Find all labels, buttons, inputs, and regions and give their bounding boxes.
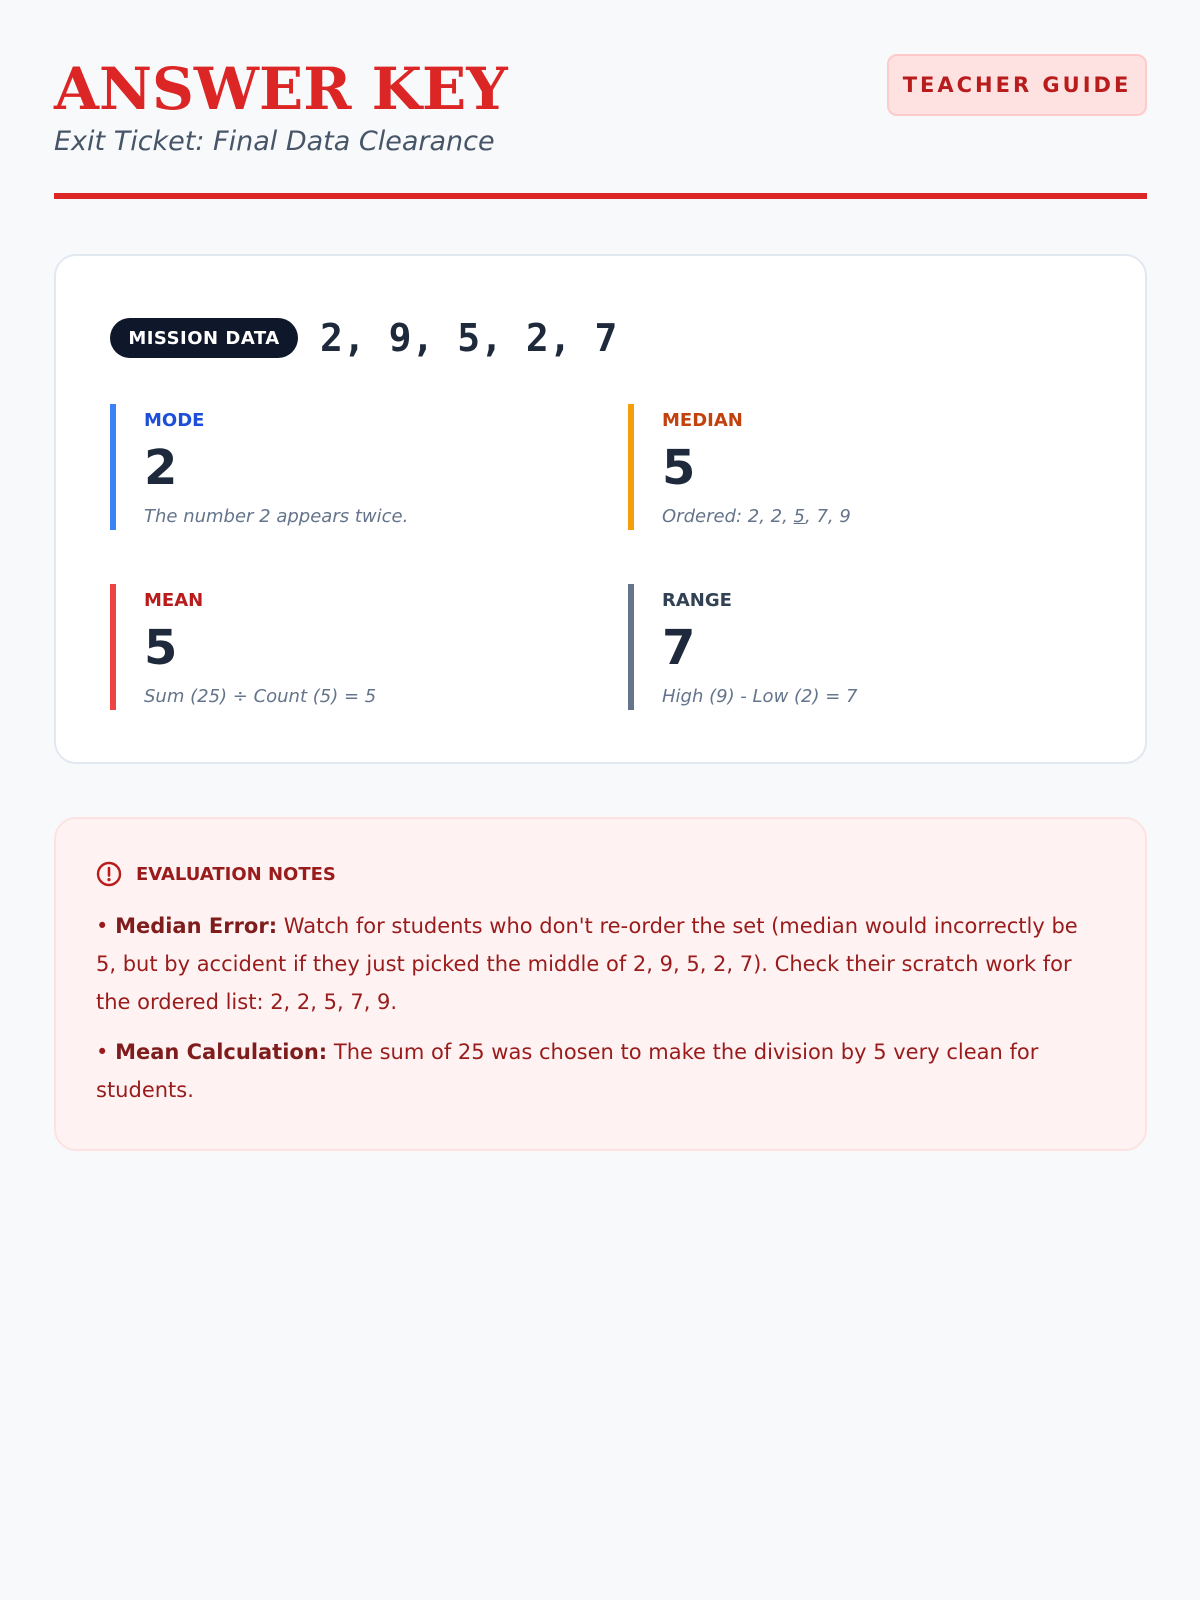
stat-median [628, 404, 1088, 530]
answers-card [54, 254, 1147, 764]
stat-mean-label: MEAN [144, 590, 204, 611]
stat-median-note-suffix: , 7, 9 [805, 506, 851, 527]
note-heading: Mean Calculation: [115, 1040, 328, 1064]
alert-circle-icon [96, 861, 122, 887]
note-bullet: • [96, 914, 116, 938]
stat-mode-label: MODE [144, 410, 205, 431]
note-text: Watch for students who don't re-order the set (median would incorrectly be 5, but by accident if they just picked the middle of 2, 9, 5, 2, 7). Check their scratch work for the ordered list: 2, 2, 5, 7, 9. [96, 914, 1078, 1014]
stat-median-note [662, 506, 851, 527]
evaluation-notes-title: EVALUATION NOTES [136, 863, 336, 885]
mission-data-values: 2, 9, 5, 2, 7 [320, 316, 618, 360]
evaluation-notes-header [96, 861, 336, 887]
mission-data-row [110, 316, 617, 360]
stat-median-value: 5 [662, 440, 696, 496]
note-item [96, 907, 1101, 1021]
stat-range-note: High (9) - Low (2) = 7 [662, 686, 858, 707]
stat-mean [110, 584, 570, 710]
stat-mean-value: 5 [144, 620, 178, 676]
stat-range-label: RANGE [662, 590, 732, 611]
stat-mean-note: Sum (25) ÷ Count (5) = 5 [144, 686, 377, 707]
header-divider [54, 193, 1147, 199]
stat-range [628, 584, 1088, 710]
teacher-guide-badge[interactable]: TEACHER GUIDE [887, 54, 1147, 116]
note-heading: Median Error: [115, 914, 278, 938]
stat-median-note-highlight: 5 [793, 506, 805, 527]
stat-mode-value: 2 [144, 440, 178, 496]
page-header [54, 0, 1147, 200]
page-title: ANSWER KEY [54, 55, 508, 123]
note-bullet: • [96, 1040, 116, 1064]
stat-mode [110, 404, 570, 530]
answer-key-page [54, 0, 1147, 1102]
page-subtitle: Exit Ticket: Final Data Clearance [54, 126, 495, 157]
stat-mode-note: The number 2 appears twice. [144, 506, 409, 527]
stat-range-value: 7 [662, 620, 696, 676]
stat-median-label: MEDIAN [662, 410, 743, 431]
evaluation-notes-body [96, 907, 1101, 1121]
stat-median-note-prefix: Ordered: 2, 2, [662, 506, 794, 527]
note-text: The sum of 25 was chosen to make the division by 5 very clean for students. [96, 1040, 1039, 1102]
note-item [96, 1033, 1101, 1109]
evaluation-notes-panel [54, 817, 1147, 1151]
mission-data-pill: MISSION DATA [110, 318, 298, 358]
